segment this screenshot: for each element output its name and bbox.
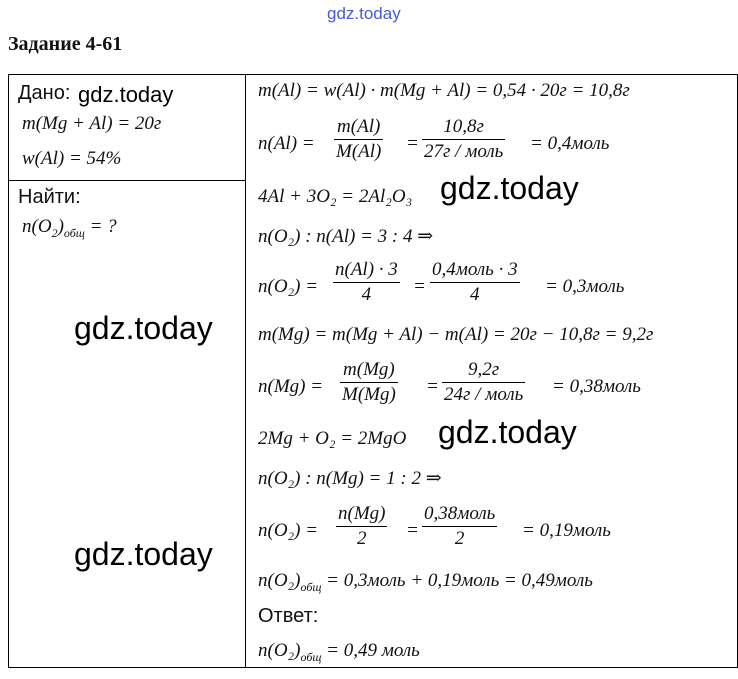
ratio-o2-al: n(O₂) : n(Al) = 3 : 4 ⇒ (258, 226, 434, 247)
solution-line-n-al-result: = 0,4моль (530, 133, 610, 154)
watermark-3: gdz.today (438, 414, 577, 450)
fraction-n-o2-mg-formula: n(Mg) 2 (338, 503, 386, 549)
solution-line-n-o2-al-result: = 0,3моль (545, 276, 625, 297)
watermark-1: gdz.today (440, 170, 579, 206)
site-watermark-top: gdz.today (327, 4, 401, 23)
solution-line-n-mg-lhs: n(Mg) = (258, 376, 324, 397)
solution-line-n-o2-al-lhs: n(O₂) = (258, 276, 319, 297)
fraction-n-al-values: 10,8г 27г / моль (424, 116, 504, 162)
given-inline-watermark: gdz.today (78, 82, 174, 107)
task-title: Задание 4-61 (8, 33, 123, 55)
reaction-al-oxygen: 4Al + 3O₂ = 2Al₂O₃ (258, 186, 413, 207)
table-row-divider (8, 180, 245, 181)
solution-line-n-al-lhs: n(Al) = (258, 133, 315, 154)
find-label: Найти: (18, 186, 81, 208)
fraction-n-mg-values: 9,2г 24г / моль (444, 359, 524, 405)
find-expression: $n(O_2)_{общ}$ = ? (22, 216, 117, 240)
solution-line-n-o2-mg-result: = 0,19моль (522, 520, 611, 541)
equals-sign: = (413, 276, 426, 297)
watermark-4: gdz.today (74, 536, 213, 572)
equals-sign: = (426, 376, 439, 397)
solution-line-n-mg-result: = 0,38моль (552, 376, 641, 397)
answer-value: $n(O_2)_{общ} = 0,49$ моль (258, 640, 420, 664)
given-mass-mixture: m(Mg + Al) = 20г (22, 113, 162, 134)
fraction-n-o2-mg-values: 0,38моль 2 (424, 503, 496, 549)
solution-line-mass-al: m(Al) = w(Al) · m(Mg + Al) = 0,54 · 20г = 10,8г (258, 80, 630, 101)
fraction-n-o2-al-values: 0,4моль · 3 4 (432, 259, 518, 305)
given-mass-fraction: w(Al) = 54% (22, 148, 122, 169)
reaction-mg-oxygen: 2Mg + O₂ = 2MgO (258, 428, 407, 449)
solution-line-total-o2: $n(O_2)_{общ}$ = 0,3моль + 0,19моль = 0,49моль (258, 570, 593, 594)
watermark-2: gdz.today (74, 310, 213, 346)
solution-line-n-o2-mg-lhs: n(O₂) = (258, 520, 319, 541)
fraction-n-mg-formula: m(Mg) M(Mg) (342, 359, 396, 405)
answer-label: Ответ: (258, 605, 319, 627)
solution-line-mass-mg: m(Mg) = m(Mg + Al) − m(Al) = 20г − 10,8г = 9,2г (258, 324, 654, 345)
equals-sign: = (406, 133, 419, 154)
table-column-divider (245, 74, 246, 668)
ratio-o2-mg: n(O₂) : n(Mg) = 1 : 2 ⇒ (258, 468, 442, 489)
fraction-n-o2-al-formula: n(Al) · 3 4 (335, 259, 398, 305)
given-label: Дано: (18, 82, 71, 104)
equals-sign: = (406, 520, 419, 541)
fraction-n-al-formula: m(Al) M(Al) (336, 116, 382, 162)
